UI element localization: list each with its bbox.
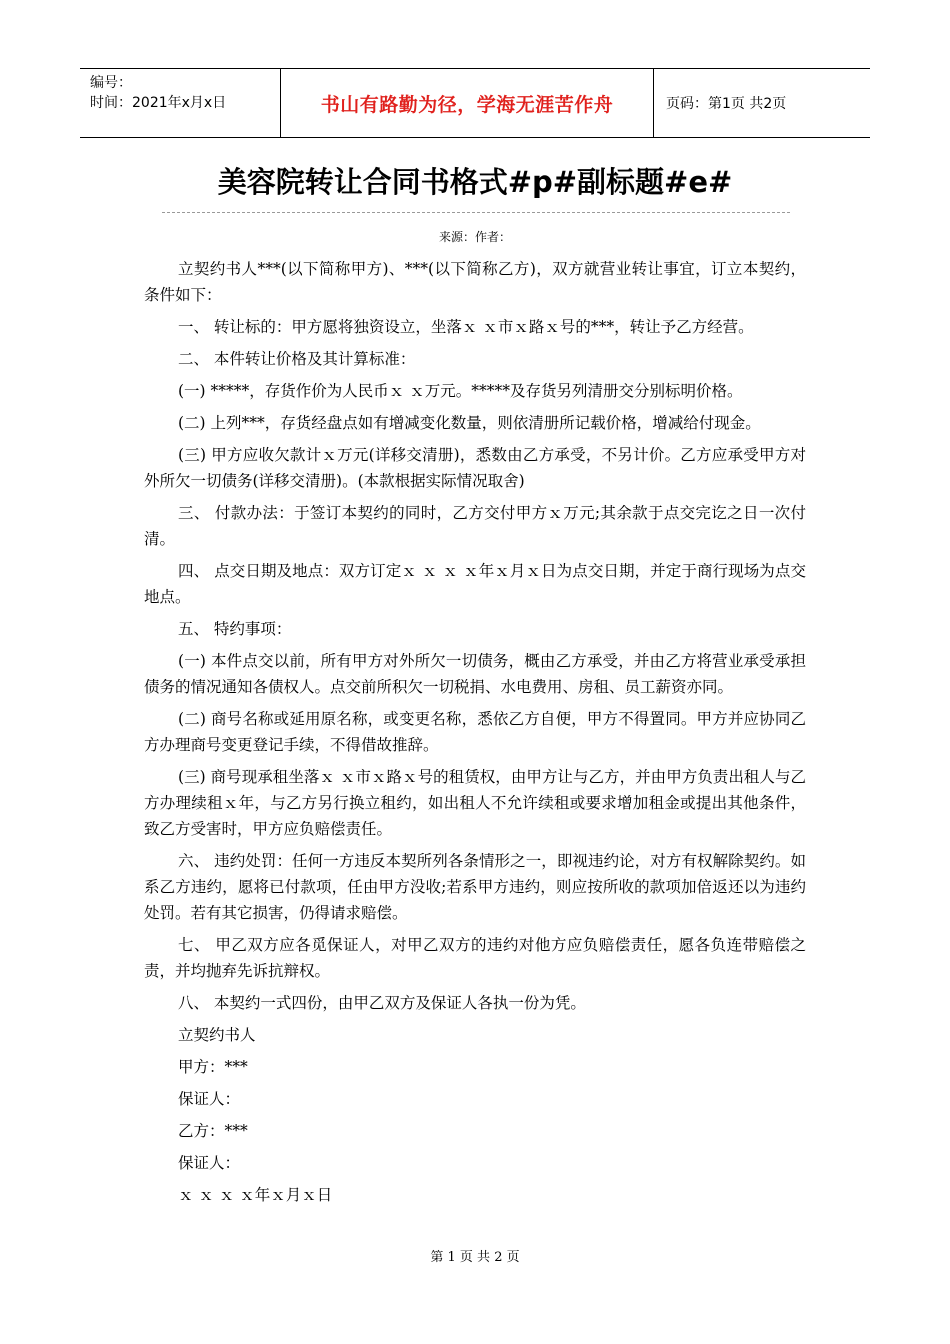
signature-party-b: 乙方：*** [178,1122,248,1140]
paragraph-clause-2-1: (一) *****，存货作价为人民币ｘ ｘ万元。*****及存货另列清册交分别标明价格。 [178,382,743,400]
title-divider [162,212,790,213]
signature-heading: 立契约书人 [178,1026,256,1044]
header-motto: 书山有路勤为径，学海无涯苦作舟 [320,93,614,116]
document-header [80,68,870,138]
page-footer: 第 1 页 共 2 页 [430,1250,520,1265]
paragraph-clause-2-3: (三) 甲方应收欠款计ｘ万元(详移交清册)，悉数由乙方承受，不另计价。乙方应承受甲方对外所欠一切债务(详移交清册)。(本款根据实际情况取舍) [144,446,806,490]
paragraph-clause-5-3: (三) 商号现承租坐落ｘ ｘ市ｘ路ｘ号的租赁权，由甲方让与乙方，并由甲方负责出租人与乙方办理续租ｘ年，与乙方另行换立租约，如出租人不允许续租或要求增加租金或提出其他条件，致乙方受害时，甲方应负赔偿责任。 [144,768,806,838]
header-meta [80,69,280,137]
paragraph-clause-5-1: (一) 本件点交以前，所有甲方对外所欠一切债务，概由乙方承受，并由乙方将营业承受承担债务的情况通知各债权人。点交前所积欠一切税捐、水电费用、房租、员工薪资亦同。 [144,652,806,696]
paragraph-clause-5-2: (二) 商号名称或延用原名称，或变更名称，悉依乙方自便，甲方不得置同。甲方并应协同乙方办理商号变更登记手续，不得借故推辞。 [144,710,806,754]
number-label: 编号： [90,75,132,91]
paragraph-clause-1: 一、 转让标的：甲方愿将独资设立，坐落ｘ ｘ市ｘ路ｘ号的***，转让予乙方经营。 [178,318,754,336]
paragraph-clause-5: 五、 特约事项： [178,620,292,638]
paragraph-intro: 立契约书人***(以下简称甲方)、***(以下简称乙方)，双方就营业转让事宜，订立本契约，条件如下： [144,260,806,304]
time-label: 时间：2021年x月x日 [90,95,227,111]
paragraph-clause-6: 六、 违约处罚：任何一方违反本契所列各条情形之一，即视违约论，对方有权解除契约。如系乙方违约，愿将已付款项，任由甲方没收;若系甲方违约，则应按所收的款项加倍返还以为违约处罚。若有其它损害，仍得请求赔偿。 [144,852,806,922]
paragraph-clause-8: 八、 本契约一式四份，由甲乙双方及保证人各执一份为凭。 [178,994,586,1012]
paragraph-clause-2: 二、 本件转让价格及其计算标准： [178,350,416,368]
paragraph-clause-2-2: (二) 上列***，存货经盘点如有增减变化数量，则依清册所记载价格，增减给付现金。 [178,414,761,432]
document-body [144,256,806,1214]
document-title: 美容院转让合同书格式#p#副标题#e# [217,165,733,199]
header-page-label: 页码：第1页 共2页 [666,96,787,112]
signature-party-a: 甲方：*** [178,1058,248,1076]
signature-guarantor-a: 保证人： [178,1090,241,1108]
paragraph-clause-3: 三、 付款办法：于签订本契约的同时，乙方交付甲方ｘ万元;其余款于点交完讫之日一次付清。 [144,504,806,548]
header-motto-cell [280,69,654,137]
paragraph-clause-7: 七、 甲乙双方应各觅保证人，对甲乙双方的违约对他方应负赔偿责任，愿各负连带赔偿之责，并均抛弃先诉抗辩权。 [144,936,806,980]
signature-date: ｘ ｘ ｘ ｘ年ｘ月ｘ日 [178,1186,333,1204]
source-line: 来源：作者： [438,230,511,244]
header-page-cell [654,69,870,137]
paragraph-clause-4: 四、 点交日期及地点：双方订定ｘ ｘ ｘ ｘ年ｘ月ｘ日为点交日期，并定于商行现场为点交地点。 [144,562,806,606]
signature-guarantor-b: 保证人： [178,1154,241,1172]
